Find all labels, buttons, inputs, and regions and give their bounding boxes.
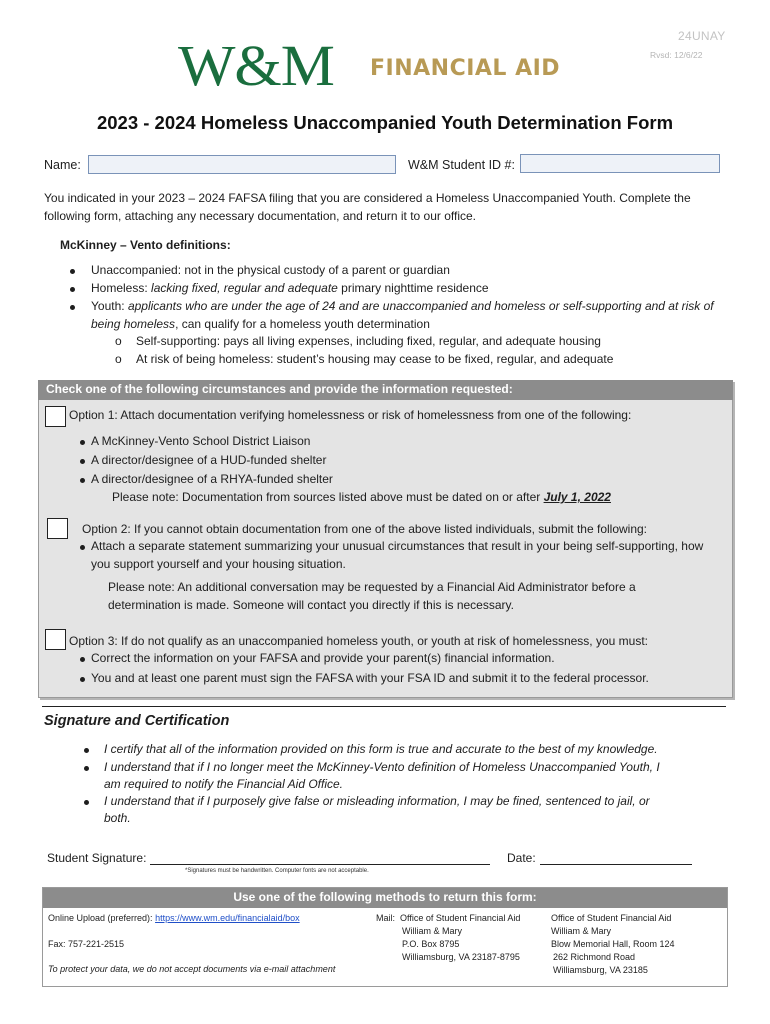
definitions-heading: McKinney – Vento definitions: bbox=[60, 238, 231, 252]
wm-logo: W&M bbox=[178, 33, 334, 98]
financial-aid-logo-text: FINANCIAL AID bbox=[370, 56, 561, 81]
bullet-icon bbox=[80, 545, 85, 550]
page-title: 2023 - 2024 Homeless Unaccompanied Youth Determination Form bbox=[96, 112, 674, 133]
def-at-risk: At risk of being homeless: student’s housing may cease to be fixed, regular, and adequate bbox=[136, 352, 614, 366]
mail-address-line: Williamsburg, VA 23187-8795 bbox=[402, 952, 520, 962]
signature-heading: Signature and Certification bbox=[44, 713, 230, 729]
option-2-item-cont: you support yourself and your housing situation. bbox=[91, 557, 346, 571]
option-2-label: Option 2: If you cannot obtain documentation from one of the above listed individuals, submit the following: bbox=[82, 522, 648, 536]
mail-address-line: P.O. Box 8795 bbox=[402, 939, 460, 949]
option-2-note: Please note: An additional conversation may be requested by a Financial Aid Administrator before a bbox=[108, 580, 636, 594]
name-label: Name: bbox=[44, 158, 81, 172]
def-self-supporting: Self-supporting: pays all living expenses, including fixed, regular, and adequate housing bbox=[136, 334, 601, 348]
options-header: Check one of the following circumstances and provide the information requested: bbox=[38, 380, 733, 400]
option-3-item: Correct the information on your FAFSA and provide your parent(s) financial information. bbox=[91, 651, 555, 665]
sub-marker: o bbox=[115, 334, 122, 348]
mail-address-line: Office of Student Financial Aid bbox=[400, 913, 521, 923]
bullet-icon bbox=[80, 478, 85, 483]
bullet-icon bbox=[70, 269, 75, 274]
option-2-note-cont: determination is made. Someone will contact you directly if this is necessary. bbox=[108, 598, 514, 612]
option-2-item: Attach a separate statement summarizing your unusual circumstances that result in your being self-supporting, how bbox=[91, 539, 704, 553]
signature-note: *Signatures must be handwritten. Computer fonts are not acceptable. bbox=[185, 868, 369, 874]
bullet-icon bbox=[80, 440, 85, 445]
date-label: Date: bbox=[507, 851, 536, 865]
bullet-icon bbox=[80, 677, 85, 682]
student-signature-line[interactable] bbox=[150, 864, 490, 865]
option-1-item: A director/designee of a HUD-funded shelter bbox=[91, 453, 327, 467]
certification-3: I understand that if I purposely give false or misleading information, I may be fined, sentenced to jail, or bbox=[104, 794, 650, 808]
def-youth-cont: being homeless, can qualify for a homeless youth determination bbox=[91, 317, 430, 331]
option-1-item: A McKinney-Vento School District Liaison bbox=[91, 434, 311, 448]
fax-method: Fax: 757-221-2515 bbox=[48, 939, 125, 949]
certification-1: I certify that all of the information provided on this form is true and accurate to the best of my knowledge. bbox=[104, 742, 658, 756]
visit-address-line: Williamsburg, VA 23185 bbox=[553, 965, 648, 975]
upload-link[interactable]: https://www.wm.edu/financialaid/box bbox=[155, 913, 300, 923]
bullet-icon bbox=[70, 287, 75, 292]
form-code: 24UNAY bbox=[678, 29, 726, 43]
student-id-label: W&M Student ID #: bbox=[408, 158, 515, 172]
visit-address-line: Blow Memorial Hall, Room 124 bbox=[551, 939, 675, 949]
option-1-label: Option 1: Attach documentation verifying homelessness or risk of homelessness from one of the following: bbox=[69, 408, 632, 422]
option-3-label: Option 3: If do not qualify as an unaccompanied homeless youth, or youth at risk of homelessness, you must: bbox=[69, 634, 648, 648]
certification-2: I understand that if I no longer meet the McKinney-Vento definition of Homeless Unaccompanied Youth, I bbox=[104, 760, 660, 774]
def-homeless: Homeless: lacking fixed, regular and adequate primary nighttime residence bbox=[91, 281, 489, 295]
revised-date: Rvsd: 12/6/22 bbox=[650, 50, 703, 60]
visit-address-line: Office of Student Financial Aid bbox=[551, 913, 672, 923]
sub-marker: o bbox=[115, 352, 122, 366]
upload-method: Online Upload (preferred): https://www.wm.edu/financialaid/box bbox=[48, 913, 300, 923]
email-note: To protect your data, we do not accept documents via e-mail attachment bbox=[48, 964, 336, 974]
option-3-checkbox[interactable] bbox=[45, 629, 66, 650]
option-3-item: You and at least one parent must sign the FAFSA with your FSA ID and submit it to the federal processor. bbox=[91, 671, 649, 685]
bullet-icon bbox=[80, 459, 85, 464]
student-id-field[interactable] bbox=[520, 154, 720, 173]
visit-address-line: William & Mary bbox=[551, 926, 611, 936]
def-unaccompanied: Unaccompanied: not in the physical custody of a parent or guardian bbox=[91, 263, 450, 277]
student-signature-label: Student Signature: bbox=[47, 851, 147, 865]
bullet-icon bbox=[84, 766, 89, 771]
certification-2-cont: am required to notify the Financial Aid Office. bbox=[104, 777, 344, 791]
option-1-item: A director/designee of a RHYA-funded shelter bbox=[91, 472, 333, 486]
bullet-icon bbox=[70, 305, 75, 310]
option-1-note: Please note: Documentation from sources listed above must be dated on or after July 1, 2022 bbox=[112, 490, 611, 504]
bullet-icon bbox=[80, 657, 85, 662]
bullet-icon bbox=[84, 748, 89, 753]
option-1-checkbox[interactable] bbox=[45, 406, 66, 427]
intro-text: You indicated in your 2023 – 2024 FAFSA filing that you are considered a Homeless Unaccompanied Youth. Complete the following form, attaching any necessary documentation, and return it to our office. bbox=[44, 191, 691, 223]
bullet-icon bbox=[84, 800, 89, 805]
def-youth: Youth: applicants who are under the age of 24 and are unaccompanied and homeless or self-supporting and at risk of bbox=[91, 299, 714, 313]
name-field[interactable] bbox=[88, 155, 396, 174]
option-2-checkbox[interactable] bbox=[47, 518, 68, 539]
section-divider bbox=[42, 706, 726, 707]
mail-label: Mail: bbox=[376, 913, 396, 923]
visit-address-line: 262 Richmond Road bbox=[553, 952, 636, 962]
date-line[interactable] bbox=[540, 864, 692, 865]
mail-address-line: William & Mary bbox=[402, 926, 462, 936]
return-methods-header: Use one of the following methods to return this form: bbox=[43, 888, 727, 908]
certification-3-cont: both. bbox=[104, 811, 131, 825]
